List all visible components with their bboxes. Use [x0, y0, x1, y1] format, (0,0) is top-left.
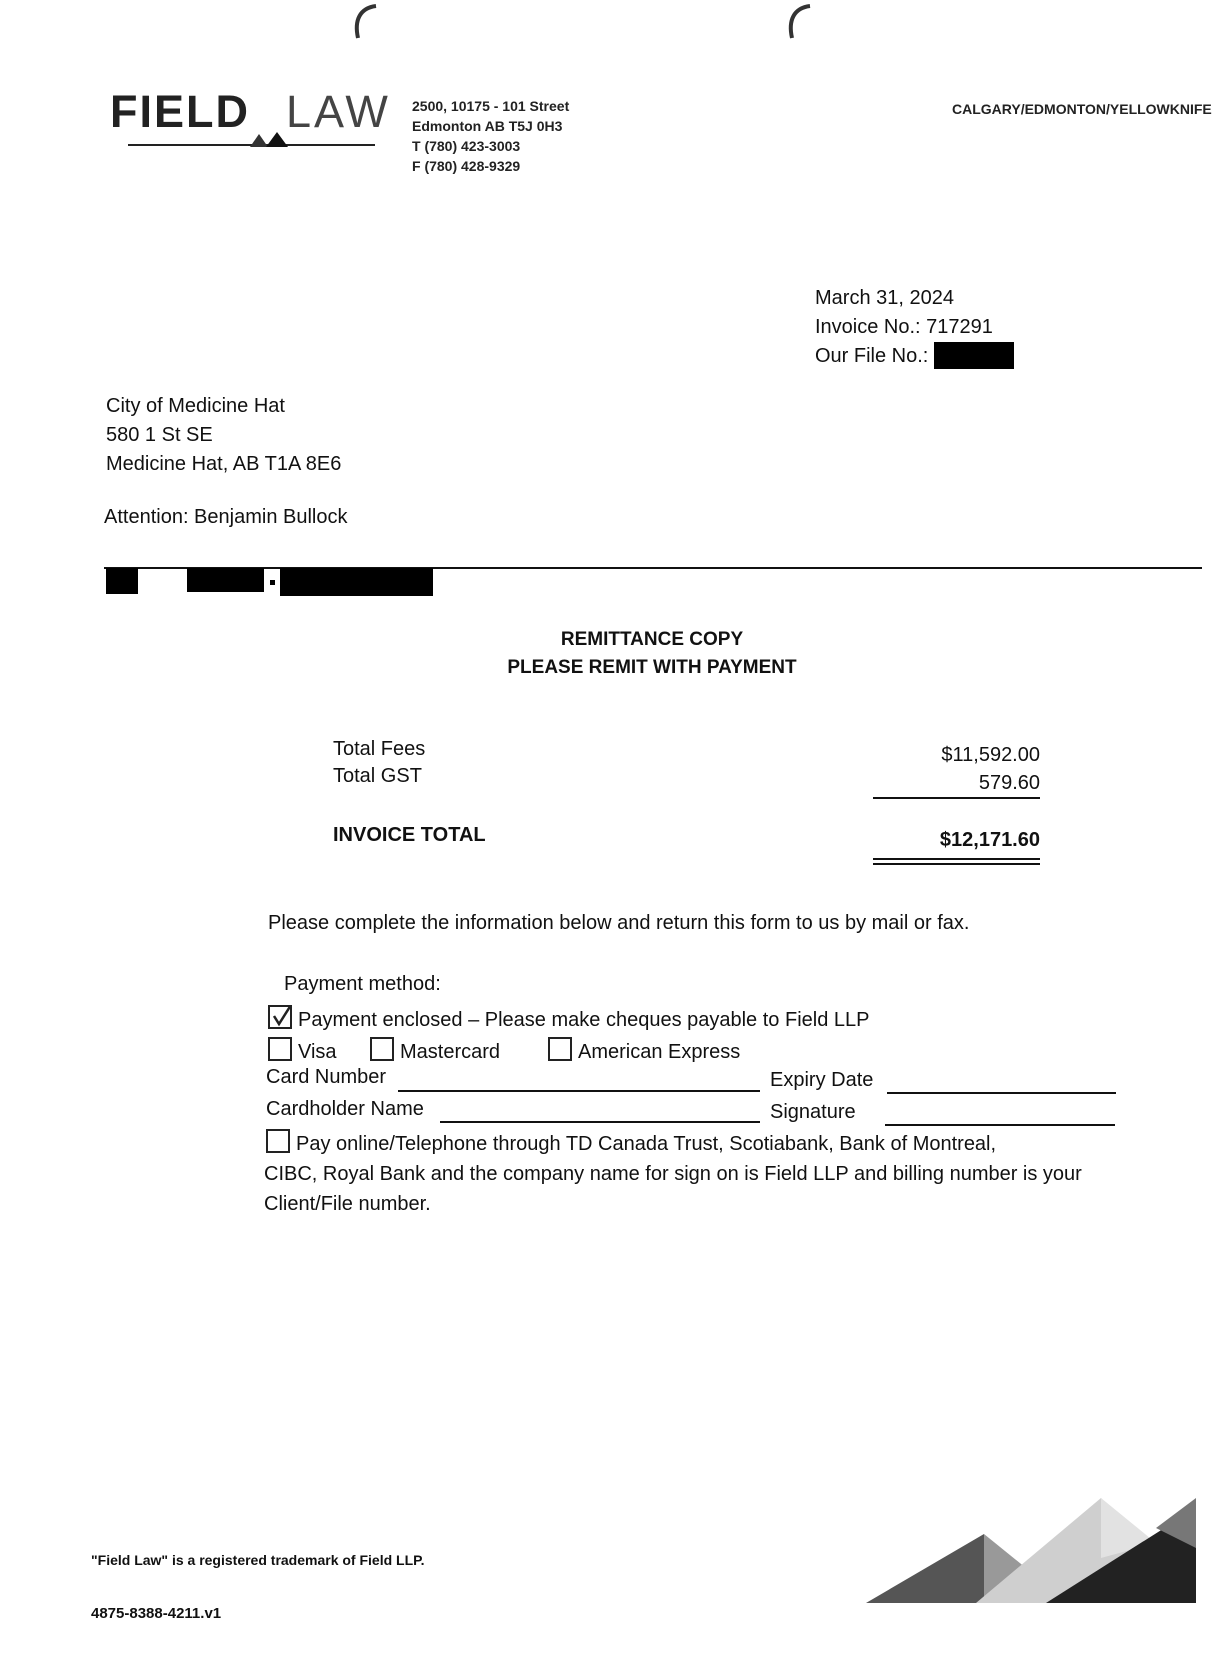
address-line2: Edmonton AB T5J 0H3 [412, 118, 563, 134]
amex-checkbox[interactable] [548, 1037, 572, 1061]
invoice-date: March 31, 2024 [815, 287, 954, 309]
mountain-graphic-icon [866, 1488, 1199, 1608]
pay-online-checkbox[interactable] [266, 1129, 290, 1153]
amex-label: American Express [578, 1041, 741, 1063]
cardholder-name-label: Cardholder Name [266, 1098, 424, 1120]
firm-fax: F (780) 428-9329 [412, 158, 521, 174]
client-address [106, 392, 341, 479]
trademark-note: "Field Law" is a registered trademark of Field LLP. [91, 1552, 425, 1568]
pay-online-row [266, 1129, 996, 1156]
redaction-block [280, 568, 433, 596]
expiry-date-label: Expiry Date [770, 1069, 874, 1091]
signature-field[interactable] [885, 1124, 1115, 1126]
client-name: City of Medicine Hat [106, 395, 285, 417]
payment-enclosed-row [268, 1005, 869, 1032]
document-id: 4875-8388-4211.v1 [91, 1605, 222, 1622]
firm-address [412, 96, 569, 176]
total-double-underline-bottom [873, 863, 1040, 865]
client-street: 580 1 St SE [106, 424, 213, 446]
total-fees-label: Total Fees [333, 738, 426, 760]
invoice-number: Invoice No.: 717291 [815, 316, 993, 338]
cardholder-name-field[interactable] [440, 1121, 760, 1123]
office-cities: CALGARY/EDMONTON/YELLOWKNIFE [952, 101, 1212, 117]
card-number-label: Card Number [266, 1066, 387, 1088]
mastercard-label: Mastercard [400, 1041, 501, 1063]
logo-field-text: FIELD [110, 86, 250, 137]
mastercard-option [370, 1037, 500, 1064]
remittance-subtitle: PLEASE REMIT WITH PAYMENT [507, 657, 797, 678]
card-number-field[interactable] [398, 1090, 760, 1092]
file-number [815, 342, 1014, 371]
total-double-underline-top [873, 858, 1040, 860]
file-number-label: Our File No.: [815, 345, 929, 367]
attention-line: Attention: Benjamin Bullock [104, 506, 348, 528]
redaction-block [106, 568, 138, 594]
redaction-mark [270, 580, 275, 585]
signature-label: Signature [770, 1101, 856, 1123]
total-fees-value: $11,592.00 [941, 744, 1040, 766]
invoice-meta [815, 284, 1014, 371]
logo-law-text: LAW [286, 86, 391, 137]
invoice-total-value: $12,171.60 [939, 829, 1040, 851]
address-line1: 2500, 10175 - 101 Street [412, 98, 570, 114]
separator-rule [104, 567, 1202, 569]
logo-mountain-icon [250, 132, 296, 148]
total-gst-label: Total GST [333, 765, 422, 787]
subtotal-underline [873, 797, 1040, 799]
card-type-row [268, 1037, 337, 1064]
binder-hook-mark [786, 2, 816, 40]
redaction-block [187, 568, 264, 592]
pay-online-line3: Client/File number. [264, 1193, 431, 1215]
expiry-date-field[interactable] [887, 1092, 1116, 1094]
pay-online-line2: CIBC, Royal Bank and the company name for sign on is Field LLP and billing number is your [264, 1163, 1082, 1185]
remittance-title: REMITTANCE COPY [560, 629, 744, 650]
payment-enclosed-checkbox[interactable] [268, 1005, 292, 1029]
invoice-total-label: INVOICE TOTAL [333, 824, 486, 846]
checkmark-icon [270, 1005, 292, 1027]
payment-enclosed-label: Payment enclosed – Please make cheques payable to Field LLP [298, 1009, 870, 1031]
mastercard-checkbox[interactable] [370, 1037, 394, 1061]
form-instruction: Please complete the information below and return this form to us by mail or fax. [268, 912, 970, 934]
visa-label: Visa [298, 1041, 337, 1063]
binder-hook-mark [352, 2, 382, 40]
visa-checkbox[interactable] [268, 1037, 292, 1061]
pay-online-line1: Pay online/Telephone through TD Canada Trust, Scotiabank, Bank of Montreal, [296, 1133, 997, 1155]
payment-method-label: Payment method: [284, 973, 441, 995]
total-gst-value: 579.60 [978, 772, 1040, 794]
redaction-block [934, 342, 1014, 369]
amex-option [548, 1037, 740, 1064]
client-city: Medicine Hat, AB T1A 8E6 [106, 453, 342, 475]
firm-phone: T (780) 423-3003 [412, 138, 521, 154]
